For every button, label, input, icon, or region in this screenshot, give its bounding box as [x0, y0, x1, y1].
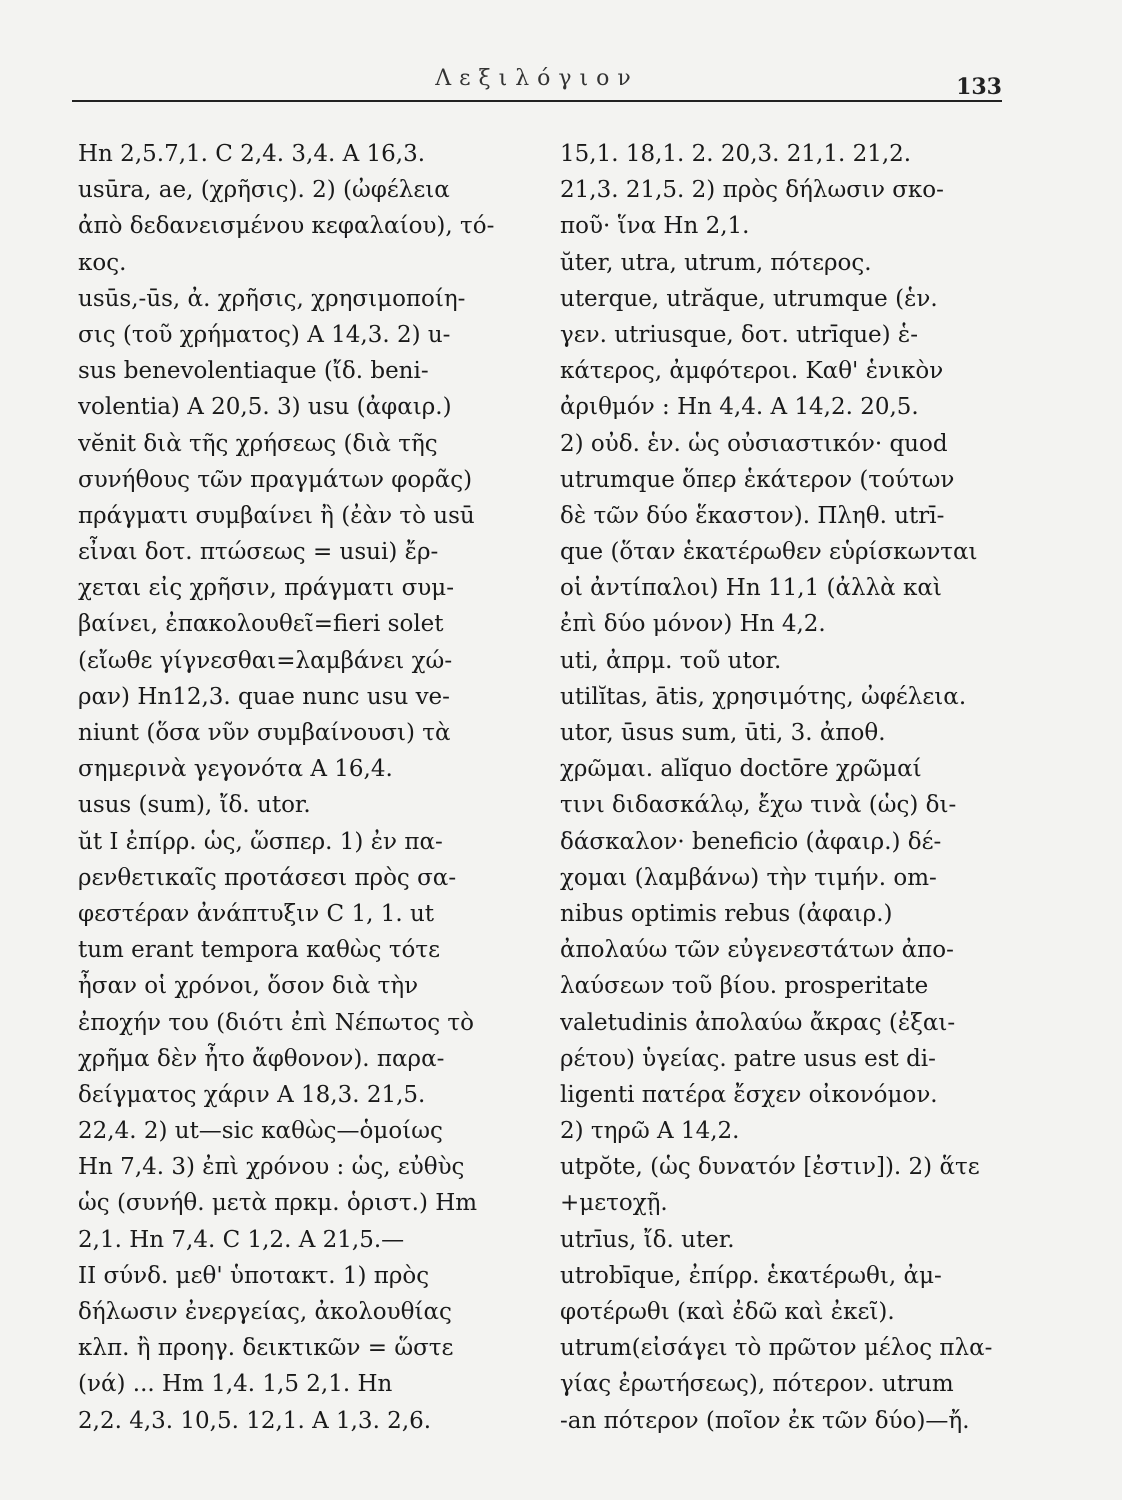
text-line: Hn 2,5.7,1. C 2,4. 3,4. A 16,3. [78, 141, 426, 167]
text-line: 22,4. 2) ut—sic καθὼς—ὁμοίως [78, 1118, 443, 1145]
text-line: (νά) ... Hm 1,4. 1,5 2,1. Hn [78, 1371, 393, 1398]
text-line: utor, ūsus sum, ūti, 3. ἀποθ. [560, 720, 886, 746]
header-rule [72, 100, 1002, 102]
text-line: usūra, ae, (χρῆσις). 2) (ὠφέλεια [78, 177, 450, 204]
text-line: usus (sum), ἴδ. utor. [78, 792, 311, 819]
text-line: uti, ἀπρμ. τοῦ utor. [560, 647, 782, 674]
text-line: χεται εἰς χρῆσιν, πράγματι συμ- [78, 575, 454, 602]
text-line: σις (τοῦ χρήματος) A 14,3. 2) u- [78, 321, 451, 348]
text-line: ἀριθμόν : Hn 4,4. A 14,2. 20,5. [560, 394, 919, 421]
text-line: φοτέρωθι (καὶ ἐδῶ καὶ ἐκεῖ). [560, 1299, 895, 1325]
left-column [78, 136, 533, 1439]
text-line: 15,1. 18,1. 2. 20,3. 21,1. 21,2. [560, 141, 912, 167]
text-line: +μετοχῇ. [560, 1190, 668, 1217]
text-line: κος. [78, 249, 127, 276]
text-line: 2,2. 4,3. 10,5. 12,1. A 1,3. 2,6. [78, 1407, 432, 1434]
right-column [560, 136, 1005, 1439]
text-line: vĕnit διὰ τῆς χρήσεως (διὰ τῆς [78, 430, 438, 457]
text-line: ὡς (συνήθ. μετὰ πρκμ. ὁριστ.) Hm [78, 1190, 478, 1217]
text-line: 2) τηρῶ A 14,2. [560, 1118, 740, 1145]
text-line: φεστέραν ἀνάπτυξιν C 1, 1. ut [78, 900, 435, 927]
text-line: -an πότερον (ποῖον ἐκ τῶν δύο)—ἤ. [560, 1407, 970, 1434]
text-line: ἀπολαύω τῶν εὐγενεστάτων ἀπο- [560, 937, 954, 964]
text-line: δήλωσιν ἐνεργείας, ἀκολουθίας [78, 1299, 452, 1325]
text-line: γεν. utriusque, δοτ. utrīque) ἑ- [560, 321, 919, 348]
text-line: nibus optimis rebus (ἀφαιρ.) [560, 900, 893, 927]
text-line: ἐπὶ δύο μόνον) Hn 4,2. [560, 611, 826, 638]
running-title: Λεξιλόγιον [435, 66, 639, 91]
text-line: utrīus, ἴδ. uter. [560, 1226, 735, 1253]
text-line: uterque, utrăque, utrumque (ἑν. [560, 285, 938, 312]
text-line: χρῶμαι. alĭquo doctōre χρῶμαί [560, 756, 922, 783]
text-line: χρῆμα δὲν ἦτο ἄφθονον). παρα- [78, 1045, 445, 1072]
text-line: συνήθους τῶν πραγμάτων φορᾶς) [78, 466, 473, 493]
page-number: 133 [956, 74, 1002, 100]
text-line: δὲ τῶν δύο ἕκαστον). Πληθ. utrī- [560, 502, 945, 529]
text-line: πράγματι συμβαίνει ἢ (ἐὰν τὸ usū [78, 502, 475, 529]
text-line: 21,3. 21,5. 2) πρὸς δήλωσιν σκο- [560, 177, 944, 204]
text-line: τινι διδασκάλῳ, ἔχω τινὰ (ὡς) δι- [560, 792, 957, 819]
text-line: volentia) A 20,5. 3) usu (ἀφαιρ.) [78, 394, 452, 421]
text-line: 2) οὐδ. ἑν. ὡς οὐσιαστικόν· quod [560, 430, 948, 457]
text-line: utrumque ὅπερ ἑκάτερον (τούτων [560, 466, 955, 493]
text-line: Hn 7,4. 3) ἐπὶ χρόνου : ὡς, εὐθὺς [78, 1154, 465, 1181]
text-line: οἱ ἀντίπαλοι) Hn 11,1 (ἀλλὰ καὶ [560, 575, 942, 602]
text-line: niunt (ὅσα νῦν συμβαίνουσι) τὰ [78, 720, 451, 746]
text-line: δάσκαλον· beneficio (ἀφαιρ.) δέ- [560, 828, 942, 855]
text-line: ρέτου) ὑγείας. patre usus est di- [560, 1045, 936, 1072]
text-line: εἶναι δοτ. πτώσεως = usui) ἔρ- [78, 539, 439, 566]
text-line: ligenti πατέρα ἔσχεν οἰκονόμον. [560, 1081, 938, 1108]
text-line: βαίνει, ἐπακολουθεῖ=fieri solet [78, 611, 444, 638]
text-line: sus benevolentiaque (ἴδ. beni- [78, 358, 429, 385]
text-line: ρενθετικαῖς προτάσεσι πρὸς σα- [78, 864, 457, 891]
text-line: κλπ. ἢ προηγ. δεικτικῶν = ὥστε [78, 1335, 454, 1362]
text-line: 2,1. Hn 7,4. C 1,2. A 21,5.— [78, 1226, 405, 1253]
text-line: λαύσεων τοῦ βίου. prosperitate [560, 973, 929, 1000]
text-line: ραν) Hn12,3. quae nunc usu ve- [78, 683, 450, 710]
text-line: valetudinis ἀπολαύω ἄκρας (ἐξαι- [560, 1009, 956, 1036]
text-line: que (ὅταν ἑκατέρωθεν εὑρίσκωνται [560, 539, 978, 566]
text-line: utrum(εἰσάγει τὸ πρῶτον μέλος πλα- [560, 1335, 993, 1362]
text-line: (εἴωθε γίγνεσθαι=λαμβάνει χώ- [78, 647, 453, 674]
text-line: σημερινὰ γεγονότα A 16,4. [78, 756, 393, 783]
text-line: ŭter, utra, utrum, πότερος. [560, 249, 872, 276]
text-line: γίας ἐρωτήσεως), πότερον. utrum [560, 1371, 954, 1398]
text-line: ἀπὸ δεδανεισμένου κεφαλαίου), τό- [78, 213, 495, 240]
text-line: tum erant tempora καθὼς τότε [78, 937, 441, 964]
text-line: II σύνδ. μεθ' ὑποτακτ. 1) πρὸς [78, 1262, 430, 1289]
text-line: ἐποχήν του (διότι ἐπὶ Νέπωτος τὸ [78, 1009, 474, 1036]
text-line: utpŏte, (ὡς δυνατόν [ἐστιν]). 2) ἅτε [560, 1154, 980, 1181]
text-line: κάτερος, ἀμφότεροι. Καθ' ἑνικὸν [560, 358, 944, 385]
text-line: utilĭtas, ātis, χρησιμότης, ὠφέλεια. [560, 683, 967, 710]
text-line: usūs,-ūs, ἀ. χρῆσις, χρησιμοποίη- [78, 285, 466, 312]
text-line: ἦσαν οἱ χρόνοι, ὅσον διὰ τὴν [78, 973, 419, 1000]
text-line: utrobīque, ἐπίρρ. ἑκατέρωθι, ἀμ- [560, 1262, 942, 1289]
text-line: χομαι (λαμβάνω) τὴν τιμήν. om- [560, 864, 937, 891]
text-line: δείγματος χάριν A 18,3. 21,5. [78, 1081, 426, 1108]
page-header [72, 66, 1002, 98]
text-line: ŭt I ἐπίρρ. ὡς, ὥσπερ. 1) ἐν πα- [78, 828, 443, 855]
text-line: ποῦ· ἵνα Hn 2,1. [560, 213, 750, 240]
